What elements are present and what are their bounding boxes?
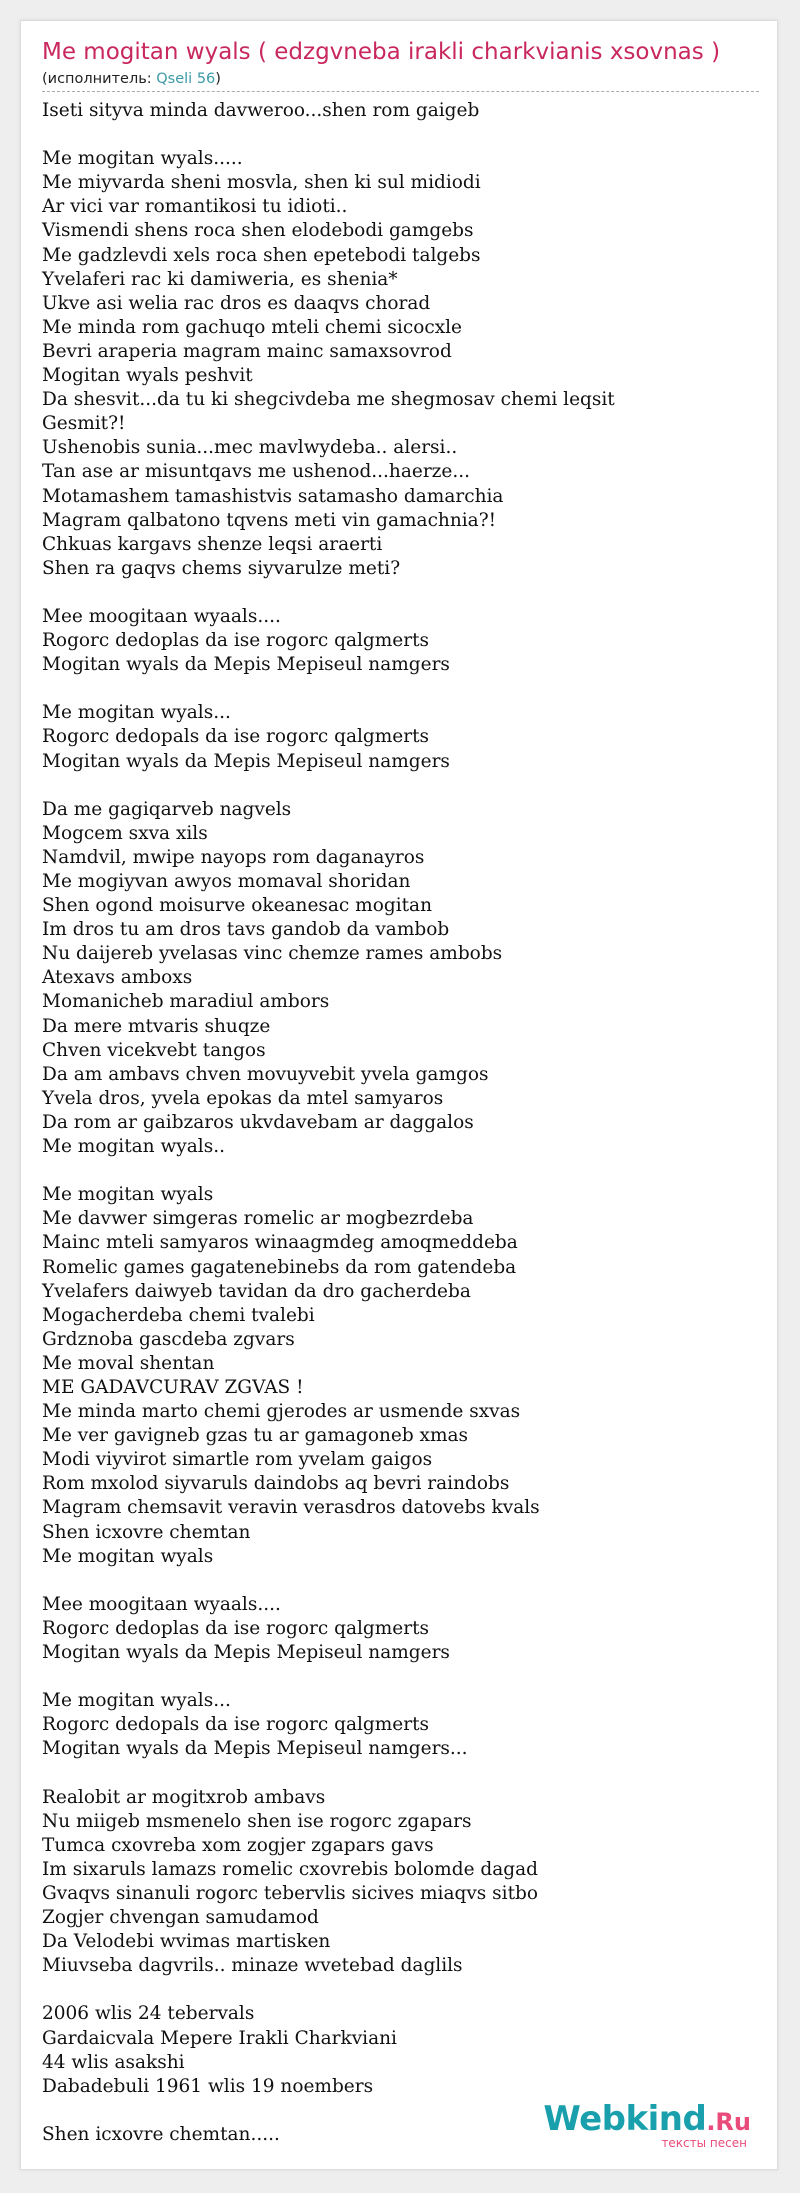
lyrics-text: Iseti sityva minda davweroo...shen rom gaigeb Me mogitan wyals..... Me miyvarda sheni mosvla, shen ki sul midiodi Ar vici var romantikosi tu idioti.. Vismendi shens roca shen elodebodi gamgebs Me gadzlevdi xels roca shen epetebodi talgebs Yvelaferi rac ki damiweria, es shenia* Ukve asi welia rac dros es daaqvs chorad Me minda rom gachuqo mteli chemi sicocxle Bevri araperia magram mainc samaxsovrod Mogitan wyals peshvit Da shesvit...da tu ki shegcivdeba me shegmosav chemi leqsit Gesmit?! Ushenobis sunia...mec mavlwydeba.. alersi.. Tan ase ar misuntqavs me ushenod...haerze... Motamashem tamashistvis satamasho damarchia Magram qalbatono tqvens meti vin gamachnia?! Chkuas kargavs shenze leqsi araerti Shen ra gaqvs chems siyvarulze meti? Mee moogitaan wyaals.... Rogorc dedoplas da ise rogorc qalgmerts Mogitan wyals da Mepis Mepiseul namgers Me mogitan wyals... Rogorc dedopals da ise rogorc qalgmerts Mogitan wyals da Mepis Mepiseul namgers Da me gagiqarveb nagvels Mogcem sxva xils Namdvil, mwipe nayops rom daganayros Me mogiyvan awyos momaval shoridan Shen ogond moisurve okeanesac mogitan Im dros tu am dros tavs gandob da vambob Nu daijereb yvelasas vinc chemze rames ambobs Atexavs amboxs Momanicheb maradiul ambors Da mere mtvaris shuqze Chven vicekvebt tangos Da am ambavs chven movuyvebit yvela gamgos Yvela dros, yvela epokas da mtel samyaros Da rom ar gaibzaros ukvdavebam ar daggalos Me mogitan wyals.. Me mogitan wyals Me davwer simgeras romelic ar mogbezrdeba Mainc mteli samyaros winaagmdeg amoqmeddeba Romelic games gagatenebinebs da rom gatendeba Yvelafers daiwyeb tavidan da dro gacherdeba Mogacherdeba chemi tvalebi Grdznoba gascdeba zgvars Me moval shentan ME GADAVCURAV ZGVAS ! Me minda marto chemi gjerodes ar usmende sxvas Me ver gavigneb gzas tu ar gamagoneb xmas Modi viyvirot simartle rom yvelam gaigos Rom mxolod siyvaruls daindobs aq bevri raindobs Magram chemsavit veravin verasdros datovebs kvals Shen icxovre chemtan Me mogitan wyals Mee moogitaan wyaals.... Rogorc dedoplas da ise rogorc qalgmerts Mogitan wyals da Mepis Mepiseul namgers Me mogitan wyals... Rogorc dedopals da ise rogorc qalgmerts Mogitan wyals da Mepis Mepiseul namgers... Realobit ar mogitxrob ambavs Nu miigeb msmenelo shen ise rogorc zgapars Tumca cxovreba xom zogjer zgapars gavs Im sixaruls lamazs romelic cxovrebis bolomde dagad Gvaqvs sinanuli rogorc tebervlis sicives miaqvs sitbo Zogjer chvengan samudamod Da Velodebi wvimas martisken Miuvseba dagvrils.. minaze wvetebad daglils 2006 wlis 24 tebervals Gardaicvala Mepere Irakli Charkviani 44 wlis asakshi Dabadebuli 1961 wlis 19 noembers Shen icxovre chemtan.....: [42, 100, 615, 2145]
song-title: Me mogitan wyals ( edzgvneba irakli charkvianis xsovnas ): [42, 39, 721, 65]
site-logo[interactable]: [543, 2099, 751, 2150]
title-divider: [42, 91, 759, 92]
artist-suffix: ): [215, 71, 221, 87]
logo-subtitle: тексты песен: [661, 2136, 747, 2150]
lyrics-card: [20, 20, 778, 2170]
logo-tld-text: .Ru: [706, 2108, 751, 2136]
artist-link[interactable]: Qseli 56: [156, 71, 216, 87]
artist-prefix: (исполнитель:: [42, 71, 157, 87]
logo-main-text: Webkind: [543, 2099, 707, 2139]
artist-line: [42, 71, 221, 87]
